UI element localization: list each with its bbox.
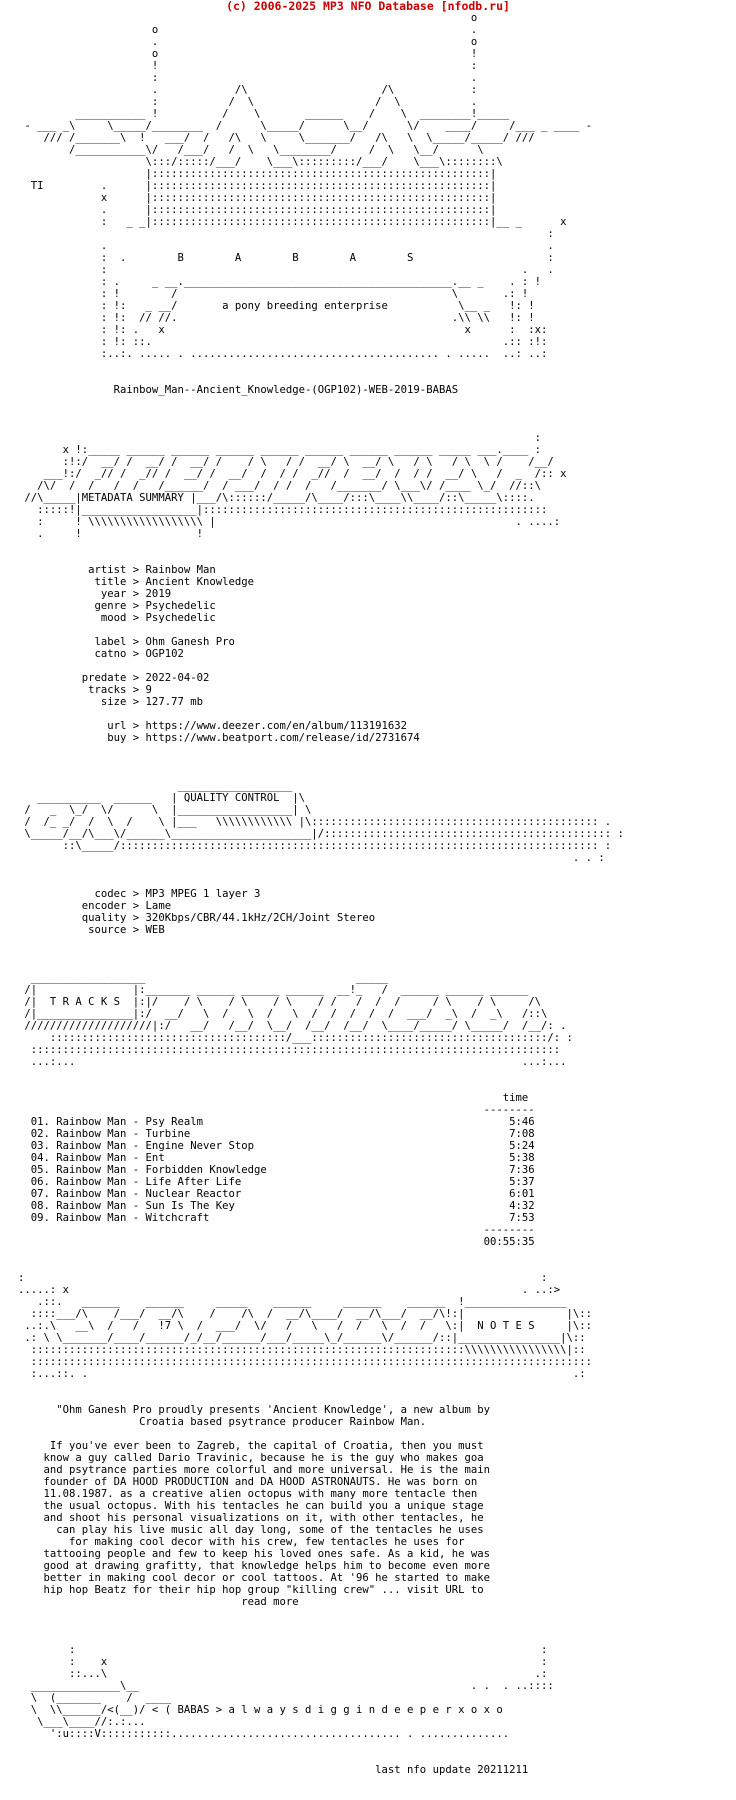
site-credit-banner: (c) 2006-2025 MP3 NFO Database [nfodb.ru] xyxy=(226,0,510,13)
nfo-text-body: o o . . o o ! ! : : . . /\ /\ : : / \ / \ . ___________ ! / \ ______ / \ ________!_____ - ___ _\ \_____/________ / \_____/ \__/ \/ ____/ /___ _ ____ - /// /_______\ ! ___/ / /\ \ \_______/ /\ \ \_____/_____/ /// /___________\/ /___/ / \ \________/ / \ \__/ \ \:::/:::::/___/ \___\:::::::::/___/ \___\::::::::\ |:::::::::::::::::::::::::::::::::::::::::::::::::::::| TI . |:::::::::::::::::::::::::::::::::::::::::::::::::::::| x |:::::::::::::::::::::::::::::::::::::::::::::::::::::| . |:::::::::::::::::::::::::::::::::::::::::::::::::::::| : _ _|:::::::::::::::::::::::::::::::::::::::::::::::::::::|__ _ x : . . : . B A B A S : : . . : . _ __.__________________________________________.__ _ . : ! : ! / \ .: ! : !: _ __/ a pony breeding enterprise \__ _ !: ! : !: // //. .\\ \\ !: ! : !: . x x : :x: : !: ::. .:: :!: :..:. ..... . ....................................... . ..... ..: ..: Rainbow_Man--Ancient_Knowledge-(OGP102)-WEB-2019-BABAS : x !:_____ ______ ______ ______ ______ ______ ______ ______ _____ ___.____ : :!:/ __/ / __/ / __/ / / \ / / __/ \ __/ \ / \ / \ \ / /__/ ___!:/ _// / _// / __/ / __/ / / / _// / __/ / / / __/ \ / _ /:: x /\/ / / / / /______/ / ___/ / / / /_______/ \___\/ /____ \_/ //::\ //\_____|METADATA SUMMARY |___/\::::::/_____/\____/:::\____\\____/::\_____\::::. :::::!|__________________|:::::::::::::::::::::::::::::::::::::::::::::::::::::: : ! \\\\\\\\\\\\\\\\\\ | . ....: . ! ! artist > Rainbow Man title > Ancient Knowledge year > 2019 genre > Psychedelic mood > Psychedelic label > Ohm Ganesh Pro catno > OGP102 predate > 2022-04-02 tracks > 9 size > 127.77 mb url > https://www.deezer.com/en/album/113191632 buy > https://www.beatport.com/release/id/2731674 __________________ __________ ______ | QUALITY CONTROL |\ / _ \_/ \/ \ |__________________| \ / /_ _/ / \ / \ |___ \\\\\\\\\\\\ |\::::::::::::::::::::::::::::::::::::::::::::: . \_____/__/\___\/______\______________________|/::::::::::::::::::::::::::::::::::::::::::::: : ::\_____/::::::::::::::::::::::::::::::::::::::::::::::::::::::::::::::::::::::::::: : . . : codec > MP3 MPEG 1 layer 3 encoder > Lame quality > 320Kbps/CBR/44.1kHz/2CH/Joint Stereo source > WEB __________________ _____ /| |:_______ ______ ______ ______ __!_ / ______ ______ ______ /| T R A C K S |:|/ / \ / \ / \ / / / / / / \ / \ /\ /|_______________|:/ __/ \ / \ / \ / / / / / ___/ _\ / _\ /::\ ////////////////////|:/ __/ /__/ \__/ /__/ /__/ \____/_____/ \_____/ /__/: . :::::::::::::::::::::::::::::::::::::/___:::::::::::::::::::::::::::::::::::::/: : ::::::::::::::::::::::::::::::::::::::::::::::::::::::::::::::::::::::::::::::::::: ...:... ...:... time -------- 01. Rainbow Man - Psy Realm 5:46 02. Rainbow Man - Turbine 7:08 03. Rainbow Man - Engine Never Stop 5:24 04. Rainbow Man - Ent 5:38 05. Rainbow Man - Forbidden Knowledge 7:36 06. Rainbow Man - Life After Life 5:37 07. Rainbow Man - Nuclear Reactor 6:01 08. Rainbow Man - Sun Is The Key 4:32 09. Rainbow Man - Witchcraft 7:53 -------- 00:55:35 : : .....: x . ..:> .::. ______ ______ _____ ______ ______ ______ !________________ ::::___/\ /___/ __/\ / /\ / __/\____/ __/\___/ __/\!:| |\:: ..:.\ __\ / / !7 \ / ___/ \/ / \ / / \ / / \:| N O T E S |\:: .: \ \_______/____/______/_/__/______/___/_____\_/______\/______/::|________________|\:: ::::::::::::::::::::::::::::::::::::::::::::::::::::::::::::::::::::\\\\\\\\\\\\\\\\|:: :::::::::::::::::::::::::::::::::::::::::::::::::::::::::::::::::::::::::::::::::::::::: :...::. . .: "Ohm Ganesh Pro proudly presents 'Ancient Knowledge', a new album by Croatia based psytrance producer Rainbow Man. If you've ever been to Zagreb, the capital of Croatia, then you must know a guy called Dario Travinic, because he is the guy who makes goa and psytrance parties more colorful and more universal. He is the main founder of DA HOOD PRODUCTION and DA HOOD ASTRONAUTS. He was born on 11.08.1987. as a creative alien octopus with many more tentacle then the usual octopus. With his tentacles he can build you a unique stage and shoot his personal visualizations on it, with other tentacles, he can play his live music all day long, some of the tentacles he uses for making cool decor with his crew, few tentacles he uses for tattooing people and few to keep his loved ones safe. As a kid, he was good at drawing grafitty, that knowledge helps him to become even more better in making cool decor or cool tattoos. At '96 he started to make hip hop Beatz for their hip hop group "killing crew" ... visit URL to read more : : : x : ::...\ .: ______________\__ . . . ..:::: \ (_______ / ____ \ \\______/<(__)/ < ( BABAS > a l w a y s d i g g i n d e e p e r x o x o \___\____//:.:... ':u::::V:::::::::::.................................... . .............. last nfo update 20211211 xyxy=(18,12,624,1776)
